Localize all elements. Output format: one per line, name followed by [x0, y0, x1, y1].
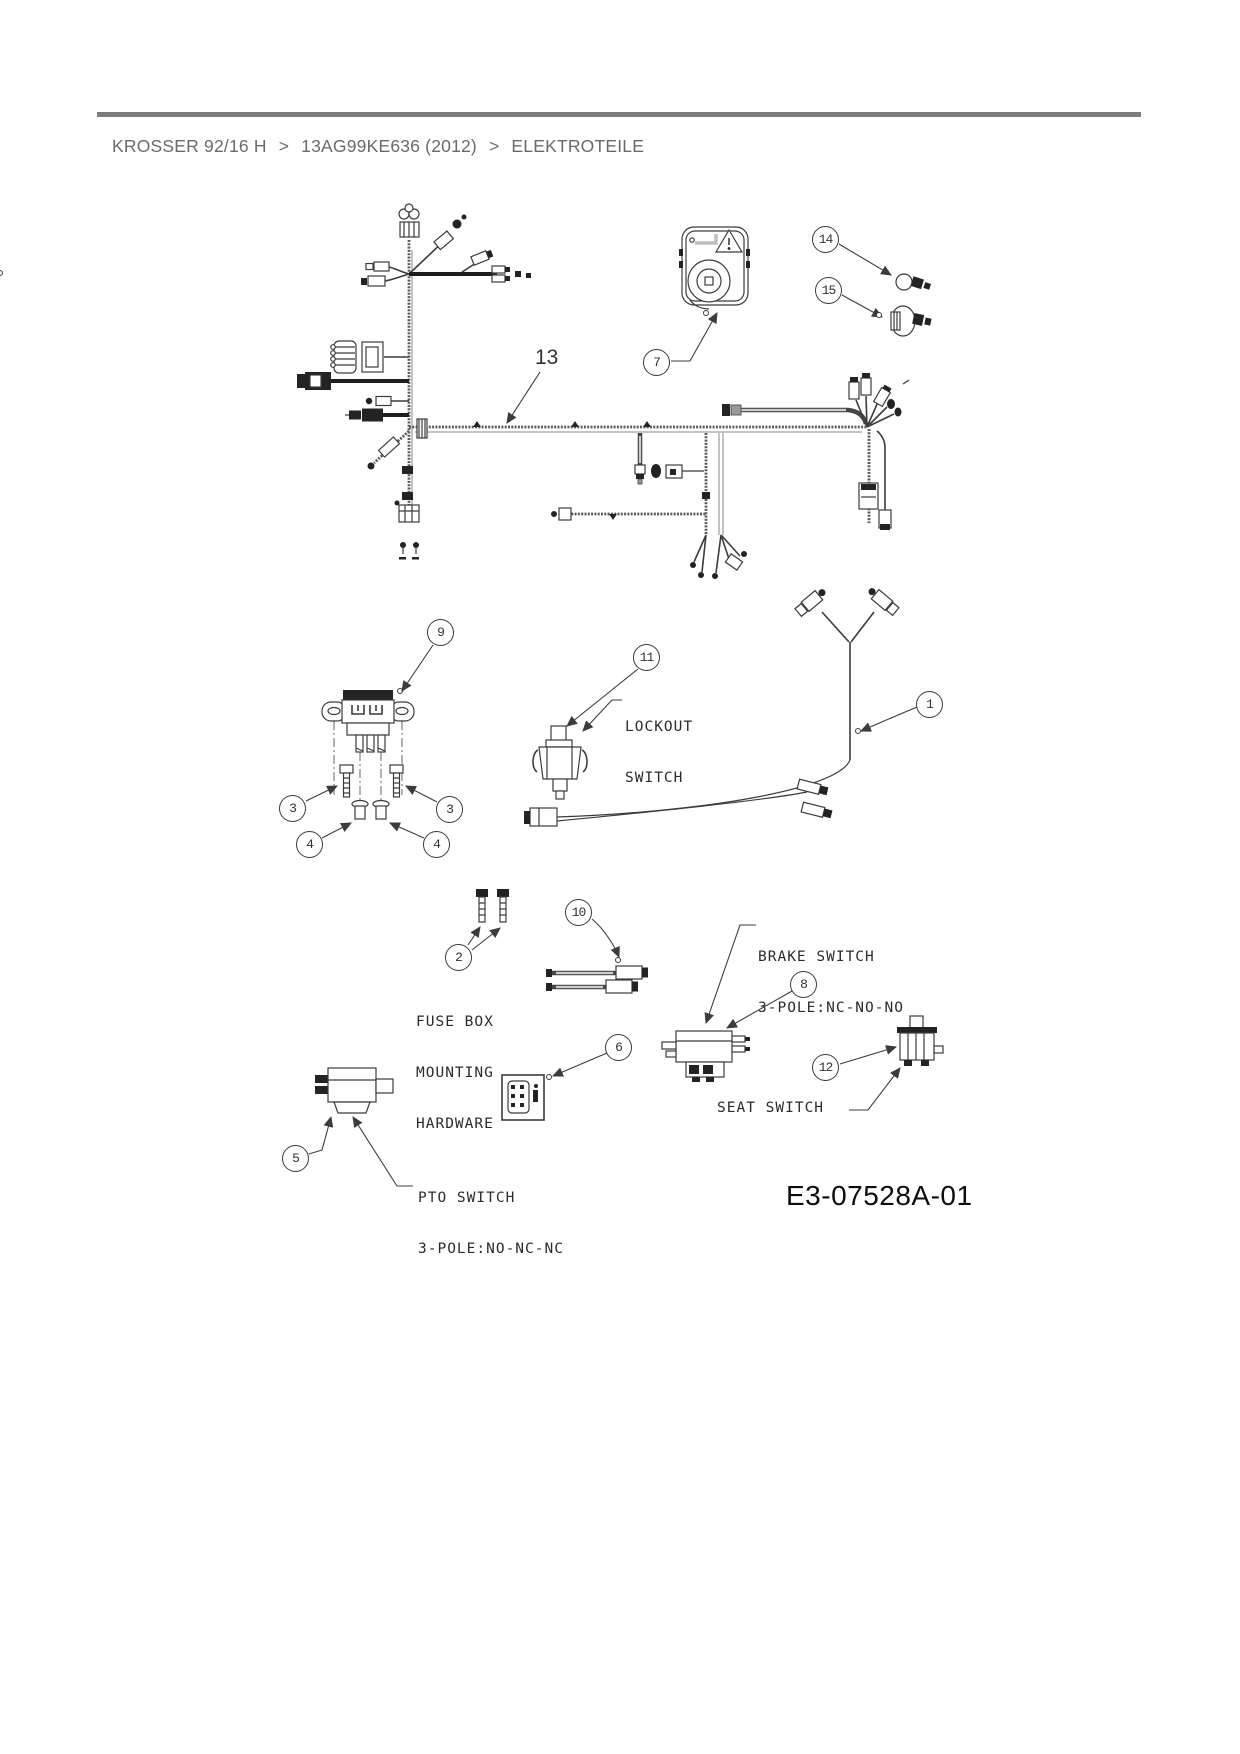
pto-switch — [309, 1068, 413, 1186]
breadcrumb-article[interactable]: 13AG99KE636 (2012) — [301, 136, 477, 156]
callout-4[interactable]: 4 — [296, 831, 323, 858]
breadcrumb-section: ELEKTROTEILE — [511, 136, 645, 156]
callout-5[interactable]: 5 — [282, 1145, 309, 1172]
fuse-box-label-line2: MOUNTING — [416, 1065, 494, 1081]
callout-4[interactable]: 4 — [423, 831, 450, 858]
breadcrumb-model[interactable]: KROSSER 92/16 H — [112, 136, 267, 156]
callout-12[interactable]: 12 — [812, 1054, 839, 1081]
callout-8[interactable]: 8 — [790, 971, 817, 998]
callout-7[interactable]: 7 — [643, 349, 670, 376]
fuse-box-label-line1: FUSE BOX — [416, 1014, 494, 1030]
lockout-switch-label-line1: LOCKOUT — [625, 719, 694, 735]
fuse-box — [502, 1053, 607, 1120]
drawing-number: E3-07528A-01 — [786, 1180, 973, 1211]
callout-2[interactable]: 2 — [445, 944, 472, 971]
fuse-box-screws — [468, 889, 509, 950]
fuse-box-label-line3: HARDWARE — [416, 1116, 494, 1132]
lockout-switch-label — [625, 685, 693, 821]
fuse-box-label — [416, 980, 494, 1167]
main-harness — [297, 204, 909, 579]
breadcrumb-separator: > — [278, 136, 290, 156]
seat-switch-label: SEAT SWITCH — [717, 1100, 825, 1116]
brake-switch-label — [758, 915, 904, 1051]
mounting-bolt — [340, 765, 353, 797]
callout-14[interactable]: 14 — [812, 226, 839, 253]
pto-switch-label-line2: 3-POLE:NO-NC-NC — [418, 1241, 564, 1257]
brake-switch-label-line2: 3-POLE:NC-NO-NO — [758, 1000, 904, 1016]
terminal-nut — [352, 801, 368, 820]
callout-3[interactable]: 3 — [279, 795, 306, 822]
lockout-switch — [533, 669, 638, 799]
harness-ref-label: 13 — [535, 346, 559, 369]
brake-switch-label-line1: BRAKE SWITCH — [758, 949, 875, 965]
pto-switch-label — [418, 1156, 564, 1292]
callout-3[interactable]: 3 — [436, 796, 463, 823]
fusible-link — [546, 919, 648, 993]
lockout-switch-label-line2: SWITCH — [625, 770, 684, 786]
callout-11[interactable]: 11 — [633, 644, 660, 671]
pto-switch-label-line1: PTO SWITCH — [418, 1190, 516, 1206]
callout-10[interactable]: 10 — [565, 899, 592, 926]
callout-15[interactable]: 15 — [815, 277, 842, 304]
indicator-bulbs — [0, 244, 932, 336]
jumper-harness — [524, 585, 917, 826]
ignition-module — [671, 227, 750, 361]
mounting-bolt — [390, 765, 403, 797]
breadcrumb-separator: > — [488, 136, 500, 156]
callout-1[interactable]: 1 — [916, 691, 943, 718]
callout-9[interactable]: 9 — [427, 619, 454, 646]
callout-6[interactable]: 6 — [605, 1034, 632, 1061]
terminal-nut — [373, 801, 389, 820]
starter-solenoid — [306, 645, 437, 838]
